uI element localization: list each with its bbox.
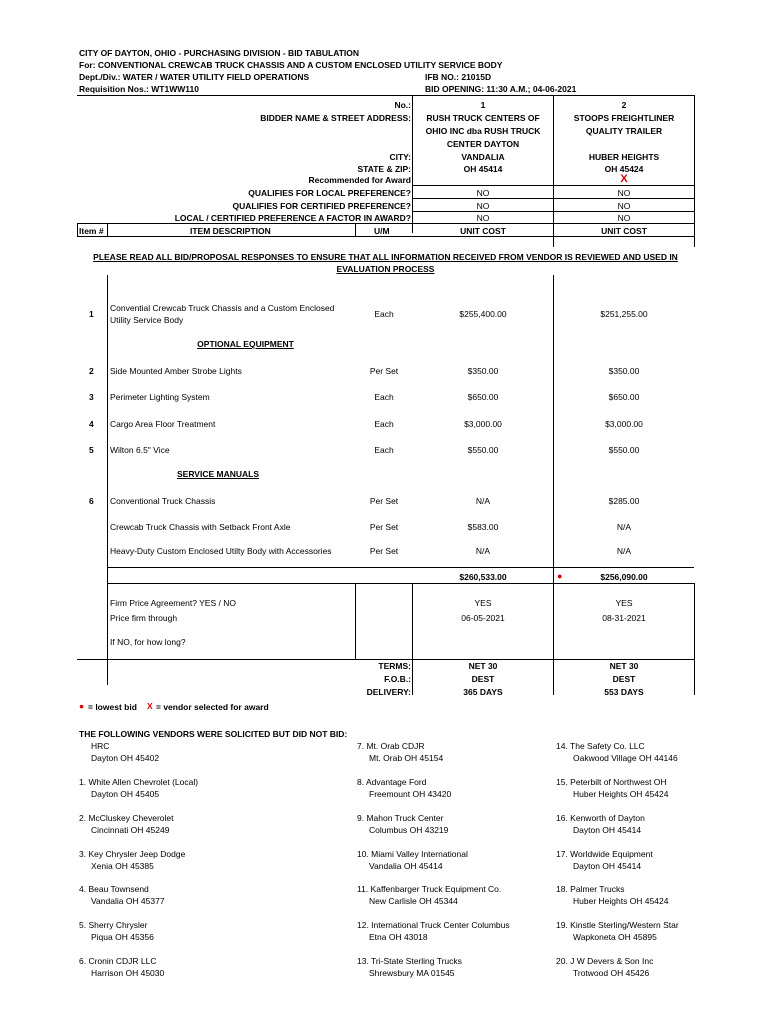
- item-7-price-b1: $583.00: [467, 522, 499, 532]
- item-3-um: Each: [374, 392, 394, 402]
- service-manuals-heading: SERVICE MANUALS: [176, 469, 260, 479]
- bidder-1-name-3: CENTER DAYTON: [446, 139, 520, 149]
- item-5-um: Each: [374, 445, 394, 455]
- item-4-desc: Cargo Area Floor Treatment: [110, 419, 216, 429]
- item-1-desc-1: Convential Crewcab Truck Chassis and a Custom Enclosed: [110, 303, 335, 313]
- vendor-name: 3. Key Chrysler Jeep Dodge: [79, 849, 186, 859]
- vendor-name: 18. Palmer Trucks: [556, 884, 625, 894]
- vendor-address: Piqua OH 45356: [91, 932, 154, 942]
- label-um: U/M: [374, 226, 390, 236]
- notice-line-2: EVALUATION PROCESS: [336, 264, 435, 274]
- item-4-num: 4: [89, 419, 94, 429]
- item-7-um: Per Set: [369, 522, 399, 532]
- bidder-2-state: OH 45424: [604, 164, 644, 174]
- delivery-b1: 365 DAYS: [463, 687, 503, 697]
- award-x-mark: X: [620, 173, 628, 185]
- through-b2: 08-31-2021: [602, 613, 646, 623]
- vendor-name: 7. Mt. Orab CDJR: [357, 741, 425, 751]
- firm-b2: YES: [615, 598, 633, 608]
- item-3-price-b2: $650.00: [608, 392, 640, 402]
- fob-b2: DEST: [612, 674, 636, 684]
- vendor-name: 5. Sherry Chrysler: [79, 920, 148, 930]
- bidder-1-local: NO: [476, 188, 490, 198]
- dept-line: Dept./Div.: WATER / WATER UTILITY FIELD OPERATIONS: [79, 72, 310, 82]
- total-b1: $260,533.00: [459, 572, 507, 582]
- vendor-address: Freemount OH 43420: [369, 789, 452, 799]
- bidder-1-unit-cost: UNIT COST: [460, 226, 506, 236]
- vendor-name: HRC: [91, 741, 110, 751]
- terms-b1: NET 30: [468, 661, 498, 671]
- label-delivery: DELIVERY:: [366, 687, 411, 697]
- bidder-2-city: HUBER HEIGHTS: [588, 152, 660, 162]
- doc-for-line: For: CONVENTIONAL CREWCAB TRUCK CHASSIS AND A CUSTOM ENCLOSED UTILITY SERVICE BODY: [79, 60, 503, 70]
- vendor-name: 11. Kaffenbarger Truck Equipment Co.: [357, 884, 502, 894]
- total-b2: $256,090.00: [600, 572, 648, 582]
- vendor-name: 17. Worldwide Equipment: [556, 849, 653, 859]
- vendor-name: 1. White Allen Chevrolet (Local): [79, 777, 199, 787]
- label-local-pref: QUALIFIES FOR LOCAL PREFERENCE?: [248, 188, 411, 198]
- vendor-name: 20. J W Devers & Son Inc: [556, 956, 654, 966]
- lowest-bid-dot: ●: [557, 571, 563, 581]
- item-3-desc: Perimeter Lighting System: [110, 392, 210, 402]
- fob-b1: DEST: [471, 674, 495, 684]
- vendor-name: 8. Advantage Ford: [357, 777, 427, 787]
- vendor-address: Shrewsbury MA 01545: [369, 968, 455, 978]
- bid-opening: BID OPENING: 11:30 A.M.; 04-06-2021: [425, 84, 577, 94]
- vendor-address: Dayton OH 45414: [573, 861, 642, 871]
- legend-dot: ●: [79, 701, 85, 711]
- item-1-num: 1: [89, 309, 94, 319]
- item-1-price-b2: $251,255.00: [600, 309, 648, 319]
- vendor-name: 4. Beau Townsend: [79, 884, 149, 894]
- vendor-name: 10. Miami Valley International: [357, 849, 468, 859]
- vendor-name: 12. International Truck Center Columbus: [357, 920, 510, 930]
- item-8-price-b1: N/A: [475, 546, 491, 556]
- item-1-desc-2: Utility Service Body: [110, 315, 184, 325]
- ifb-number: IFB NO.: 21015D: [425, 72, 492, 82]
- notice-line-1: PLEASE READ ALL BID/PROPOSAL RESPONSES TO ENSURE THAT ALL INFORMATION RECEIVED FROM VENDOR IS REVIEWED AND USED IN: [93, 252, 678, 262]
- bidder-2-name-1: STOOPS FREIGHTLINER: [573, 113, 675, 123]
- item-6-price-b1: N/A: [475, 496, 491, 506]
- vendor-address: Columbus OH 43219: [369, 825, 449, 835]
- bidder-1-factor: NO: [476, 213, 490, 223]
- vendor-name: 19. Kinstle Sterling/Western Star: [556, 920, 679, 930]
- vendor-name: 15. Peterbilt of Northwest OH: [556, 777, 667, 787]
- vendor-address: Huber Heights OH 45424: [573, 896, 669, 906]
- item-1-um: Each: [374, 309, 394, 319]
- label-city: CITY:: [389, 152, 411, 162]
- item-5-desc: Wilton 6.5" Vice: [110, 445, 170, 455]
- bidder-2-unit-cost: UNIT COST: [601, 226, 647, 236]
- firm-price-label: Firm Price Agreement? YES / NO: [110, 598, 236, 608]
- vendor-address: Cincinnati OH 45249: [91, 825, 170, 835]
- item-2-num: 2: [89, 366, 94, 376]
- item-8-price-b2: N/A: [616, 546, 632, 556]
- item-5-price-b1: $550.00: [467, 445, 499, 455]
- vendor-address: Xenia OH 45385: [91, 861, 154, 871]
- bidder-1-state: OH 45414: [463, 164, 503, 174]
- item-4-price-b1: $3,000.00: [464, 419, 502, 429]
- price-firm-through-label: Price firm through: [110, 613, 178, 623]
- vendor-name: 2. McCluskey Cheverolet: [79, 813, 174, 823]
- item-8-um: Per Set: [369, 546, 399, 556]
- vendor-address: Vandalia OH 45414: [369, 861, 443, 871]
- vendor-address: Dayton OH 45414: [573, 825, 642, 835]
- doc-title: CITY OF DAYTON, OHIO - PURCHASING DIVISION - BID TABULATION: [79, 48, 360, 58]
- item-2-um: Per Set: [369, 366, 399, 376]
- label-recommended: Recommended for Award: [308, 175, 411, 185]
- vendor-address: Oakwood Village OH 44146: [573, 753, 678, 763]
- vendor-name: 16. Kenworth of Dayton: [556, 813, 645, 823]
- item-5-num: 5: [89, 445, 94, 455]
- if-no-label: If NO, for how long?: [110, 637, 186, 647]
- bidder-1-certified: NO: [476, 201, 490, 211]
- label-factor: LOCAL / CERTIFIED PREFERENCE A FACTOR IN AWARD?: [174, 213, 411, 223]
- legend-selected: = vendor selected for award: [156, 702, 269, 712]
- vendor-address: Dayton OH 45402: [91, 753, 160, 763]
- bidder-1-name-1: RUSH TRUCK CENTERS OF: [426, 113, 540, 123]
- item-2-price-b1: $350.00: [467, 366, 499, 376]
- vendor-address: Wapkoneta OH 45895: [573, 932, 657, 942]
- item-3-price-b1: $650.00: [467, 392, 499, 402]
- vendor-address: Vandalia OH 45377: [91, 896, 165, 906]
- legend-lowest: = lowest bid: [88, 702, 137, 712]
- vendor-address: Huber Heights OH 45424: [573, 789, 669, 799]
- item-2-desc: Side Mounted Amber Strobe Lights: [110, 366, 242, 376]
- item-5-price-b2: $550.00: [608, 445, 640, 455]
- vendor-name: 13. Tri-State Sterling Trucks: [357, 956, 462, 966]
- vendor-address: Harrison OH 45030: [91, 968, 165, 978]
- requisition-line: Requisition Nos.: WT1WW110: [79, 84, 199, 94]
- optional-equipment-heading: OPTIONAL EQUIPMENT: [197, 339, 294, 349]
- label-no: No.:: [394, 100, 411, 110]
- vendor-name: 9. Mahon Truck Center: [357, 813, 444, 823]
- item-2-price-b2: $350.00: [608, 366, 640, 376]
- vendor-address: Dayton OH 45405: [91, 789, 160, 799]
- bidder-1-name-2: OHIO INC dba RUSH TRUCK: [425, 126, 541, 136]
- item-7-price-b2: N/A: [616, 522, 632, 532]
- item-1-price-b1: $255,400.00: [459, 309, 507, 319]
- label-bidder-name: BIDDER NAME & STREET ADDRESS:: [260, 113, 411, 123]
- bidder-2-no: 2: [621, 100, 627, 110]
- bidder-2-factor: NO: [617, 213, 631, 223]
- item-6-num: 6: [89, 496, 94, 506]
- label-item-desc: ITEM DESCRIPTION: [190, 226, 271, 236]
- bidder-2-certified: NO: [617, 201, 631, 211]
- vendor-address: Mt. Orab OH 45154: [369, 753, 444, 763]
- label-state-zip: STATE & ZIP:: [357, 164, 411, 174]
- item-4-um: Each: [374, 419, 394, 429]
- label-fob: F.O.B.:: [384, 674, 411, 684]
- legend-x: X: [147, 701, 153, 711]
- item-8-desc: Heavy-Duty Custom Enclosed Utilty Body with Accessories: [110, 546, 332, 556]
- vendor-name: 14. The Safety Co. LLC: [556, 741, 645, 751]
- vendor-address: New Carlisle OH 45344: [369, 896, 458, 906]
- delivery-b2: 553 DAYS: [604, 687, 644, 697]
- vendor-name: 6. Cronin CDJR LLC: [79, 956, 157, 966]
- item-6-price-b2: $285.00: [608, 496, 640, 506]
- label-certified-pref: QUALIFIES FOR CERTIFIED PREFERENCE?: [232, 201, 411, 211]
- not-bid-title: THE FOLLOWING VENDORS WERE SOLICITED BUT DID NOT BID:: [79, 729, 348, 739]
- through-b1: 06-05-2021: [461, 613, 505, 623]
- item-7-desc: Crewcab Truck Chassis with Setback Front Axle: [110, 522, 291, 532]
- bidder-1-no: 1: [480, 100, 486, 110]
- item-4-price-b2: $3,000.00: [605, 419, 643, 429]
- label-terms: TERMS:: [378, 661, 411, 671]
- vendor-address: Etna OH 43018: [369, 932, 428, 942]
- firm-b1: YES: [474, 598, 492, 608]
- bidder-1-city: VANDALIA: [461, 152, 505, 162]
- item-6-desc: Conventional Truck Chassis: [110, 496, 216, 506]
- item-3-num: 3: [89, 392, 94, 402]
- bidder-2-name-2: QUALITY TRAILER: [585, 126, 663, 136]
- vendor-address: Trotwood OH 45426: [573, 968, 650, 978]
- label-item-no: Item #: [79, 226, 104, 236]
- terms-b2: NET 30: [609, 661, 639, 671]
- bidder-2-local: NO: [617, 188, 631, 198]
- item-6-um: Per Set: [369, 496, 399, 506]
